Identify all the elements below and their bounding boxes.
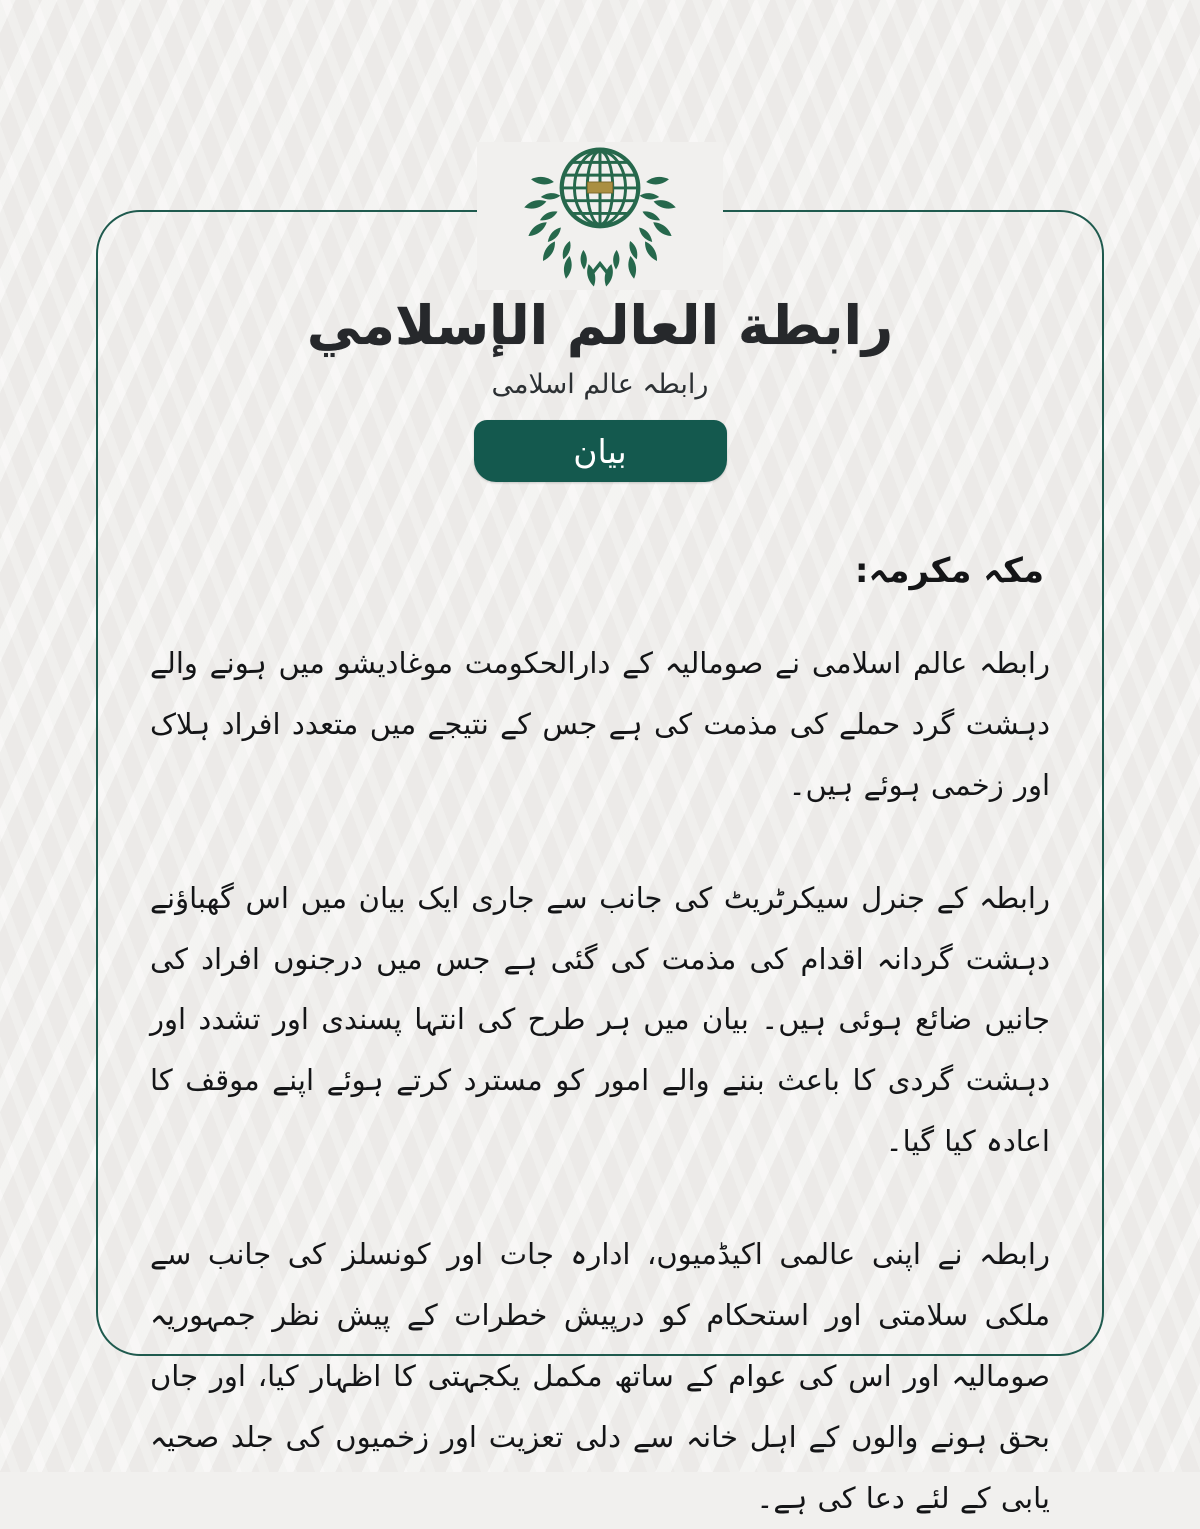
org-name-arabic: رابطة العالم الإسلامي — [306, 294, 894, 357]
statement-body — [150, 550, 1050, 1529]
dateline: مکہ مکرمہ: — [854, 551, 1044, 591]
header — [0, 142, 1200, 482]
globe-laurel-wreath-emblem-icon — [519, 142, 681, 290]
statement-paragraph: رابطہ عالم اسلامی نے صومالیہ کے دارالحکومت موغادیشو میں ہونے والے دہشت گرد حملے کی مذمت کی ہے جس کے نتیجے میں متعدد افراد ہلاک اور زخمی ہوئے ہیں۔ — [150, 646, 1050, 802]
statement-paragraph: رابطہ نے اپنی عالمی اکیڈمیوں، ادارہ جات اور کونسلز کی جانب سے ملکی سلامتی اور استحکام کو درپیش خطرات کے پیش نظر جمہوریہ صومالیہ اور اس کی عوام کے ساتھ مکمل یکجہتی کا اظہار کیا، اور جاں بحق ہونے والوں کے اہل خانہ سے دلی تعزیت اور زخمیوں کی جلد صحیہ یابی کے لئے دعا کی ہے۔ — [150, 1237, 1050, 1515]
wreath-tie-icon — [590, 264, 610, 277]
statement-banner — [474, 420, 727, 482]
paragraph-list — [150, 633, 1050, 1529]
statement-banner-label: بیان — [573, 431, 627, 471]
globe-icon — [562, 150, 639, 227]
gold-bar-icon — [587, 182, 613, 193]
org-name-urdu: رابطہ عالم اسلامی — [491, 369, 709, 400]
statement-paragraph: رابطہ کے جنرل سیکرٹریٹ کی جانب سے جاری ایک بیان میں اس گھباؤنے دہشت گردانہ اقدام کی مذمت کی گئی ہے جس میں درجنوں افراد کی جانیں ضائع ہوئی ہیں۔ بیان میں ہر طرح کی انتہا پسندی اور تشدد اور دہشت گردی کا باعث بننے والے امور کو مسترد کرتے ہوئے اپنے موقف کا اعادہ کیا گیا۔ — [150, 880, 1050, 1159]
muslim-world-league-logo — [477, 142, 723, 290]
